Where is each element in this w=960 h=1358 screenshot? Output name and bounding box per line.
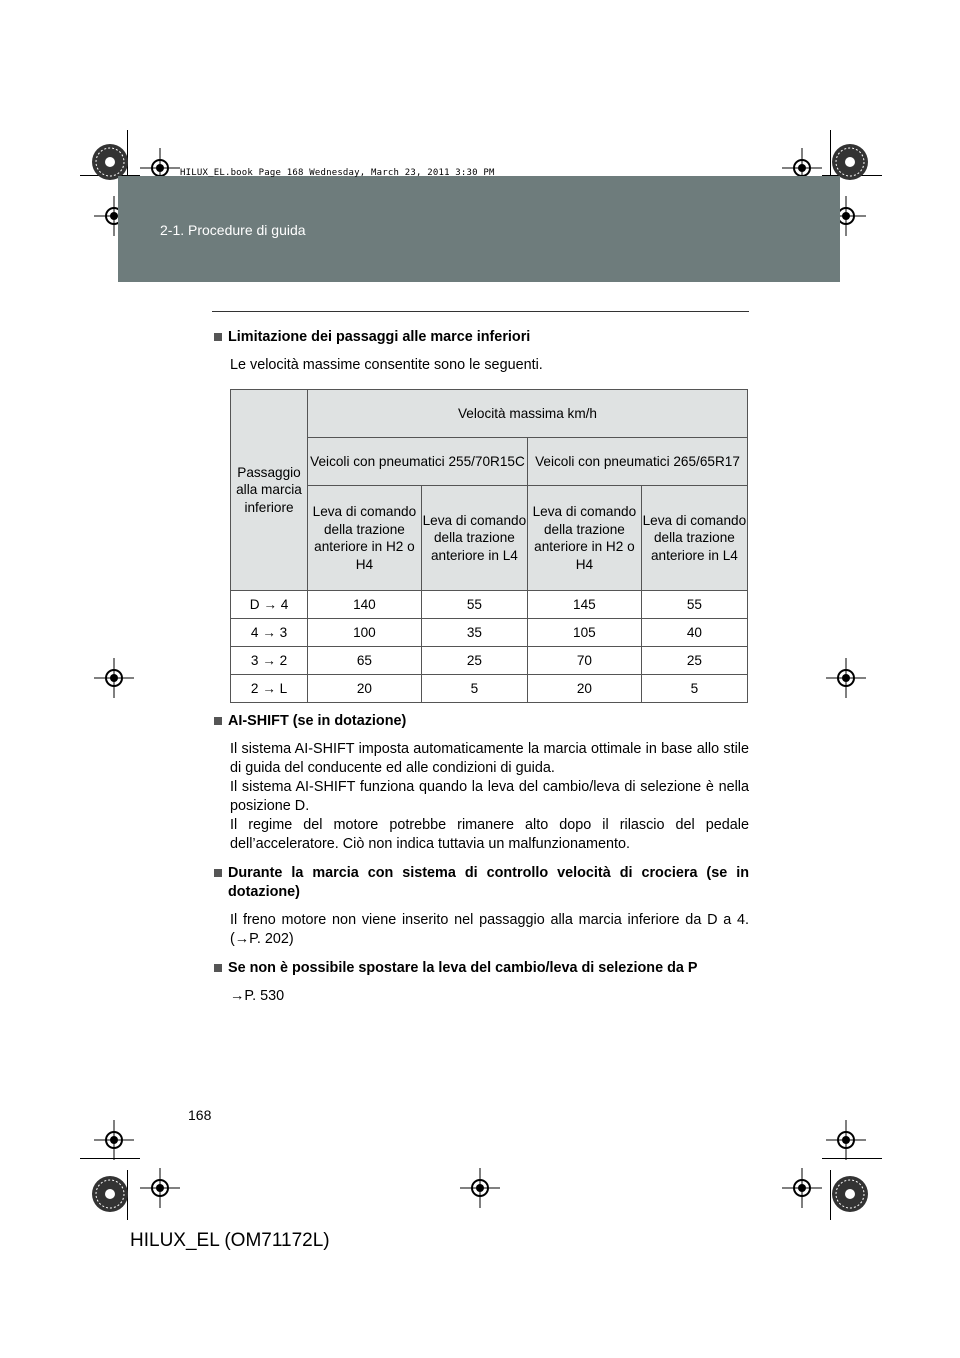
table-cell: 2 → L [231, 675, 308, 703]
section-heading: Limitazione dei passaggi alle marce inferiori [212, 328, 749, 347]
table-header-downshift: Passaggio alla marcia inferiore [231, 390, 308, 591]
table-header-tyre-group: Veicoli con pneumatici 255/70R15C [308, 438, 528, 486]
table-row [231, 647, 748, 675]
crosshair-icon [94, 658, 134, 698]
page-content-lower [212, 712, 749, 1006]
model-code: HILUX_EL (OM71172L) [130, 1230, 330, 1251]
registration-mark-icon [88, 1172, 132, 1216]
table-cell: 20 [308, 675, 422, 703]
table-header-lever: Leva di comando della trazione anteriore in L4 [421, 486, 527, 591]
speed-limits-table [230, 389, 748, 703]
section-heading: AI-SHIFT (se in dotazione) [212, 712, 749, 731]
table-cell: 65 [308, 647, 422, 675]
book-stamp: HILUX_EL.book Page 168 Wednesday, March 23, 2011 3:30 PM [180, 168, 495, 178]
crosshair-icon [140, 1168, 180, 1208]
table-cell: 35 [421, 619, 527, 647]
table-cell: 3 → 2 [231, 647, 308, 675]
square-bullet-icon [214, 964, 222, 972]
square-bullet-icon [214, 333, 222, 341]
section-heading: Se non è possibile spostare la leva del cambio/leva di selezione da P [212, 959, 749, 978]
table-cell: 55 [641, 591, 747, 619]
paragraph: Il regime del motore potrebbe rimanere alto dopo il rilascio del pedale dell’acceleratore. Ciò non indica tuttavia un malfunzionamento. [230, 817, 749, 852]
crosshair-icon [826, 1120, 866, 1160]
table-cell: 5 [641, 675, 747, 703]
table-header-lever: Leva di comando della trazione anteriore in H2 o H4 [308, 486, 422, 591]
page-reference-link[interactable]: →P. 530 [230, 988, 285, 1004]
section-title: 2-1. Procedure di guida [160, 222, 306, 238]
paragraph: Il sistema AI-SHIFT funziona quando la leva del cambio/leva di selezione è nella posizione D. [230, 779, 749, 814]
table-cell: 140 [308, 591, 422, 619]
paragraph: Le velocità massime consentite sono le seguenti. [230, 357, 543, 373]
table-cell: 100 [308, 619, 422, 647]
table-header-lever: Leva di comando della trazione anteriore in H2 o H4 [527, 486, 641, 591]
table-cell: 20 [527, 675, 641, 703]
table-cell: D → 4 [231, 591, 308, 619]
table-cell: 4 → 3 [231, 619, 308, 647]
registration-mark-icon [828, 1172, 872, 1216]
table-row [231, 675, 748, 703]
paragraph: Il freno motore non viene inserito nel passaggio alla marcia inferiore da D a 4. (→P. 202) [230, 912, 749, 947]
table-cell: 70 [527, 647, 641, 675]
table-header-max-speed: Velocità massima km/h [308, 390, 748, 438]
table-cell: 145 [527, 591, 641, 619]
table-header-tyre-group: Veicoli con pneumatici 265/65R17 [527, 438, 747, 486]
paragraph: Il sistema AI-SHIFT imposta automaticamente la marcia ottimale in base allo stile di guida del conducente ed alle condizioni di guida. [230, 741, 749, 776]
divider [212, 311, 749, 312]
page-number: 168 [188, 1107, 212, 1123]
table-row [231, 591, 748, 619]
table-cell: 40 [641, 619, 747, 647]
square-bullet-icon [214, 717, 222, 725]
section-heading: Durante la marcia con sistema di controllo velocità di crociera (se in dotazione) [212, 864, 749, 902]
crosshair-icon [460, 1168, 500, 1208]
table-cell: 55 [421, 591, 527, 619]
table-header-lever: Leva di comando della trazione anteriore in L4 [641, 486, 747, 591]
table-cell: 25 [641, 647, 747, 675]
table-row [231, 619, 748, 647]
table-cell: 5 [421, 675, 527, 703]
crosshair-icon [782, 1168, 822, 1208]
table-cell: 25 [421, 647, 527, 675]
crosshair-icon [94, 1120, 134, 1160]
table-cell: 105 [527, 619, 641, 647]
page-content [212, 328, 749, 375]
crosshair-icon [826, 658, 866, 698]
square-bullet-icon [214, 869, 222, 877]
